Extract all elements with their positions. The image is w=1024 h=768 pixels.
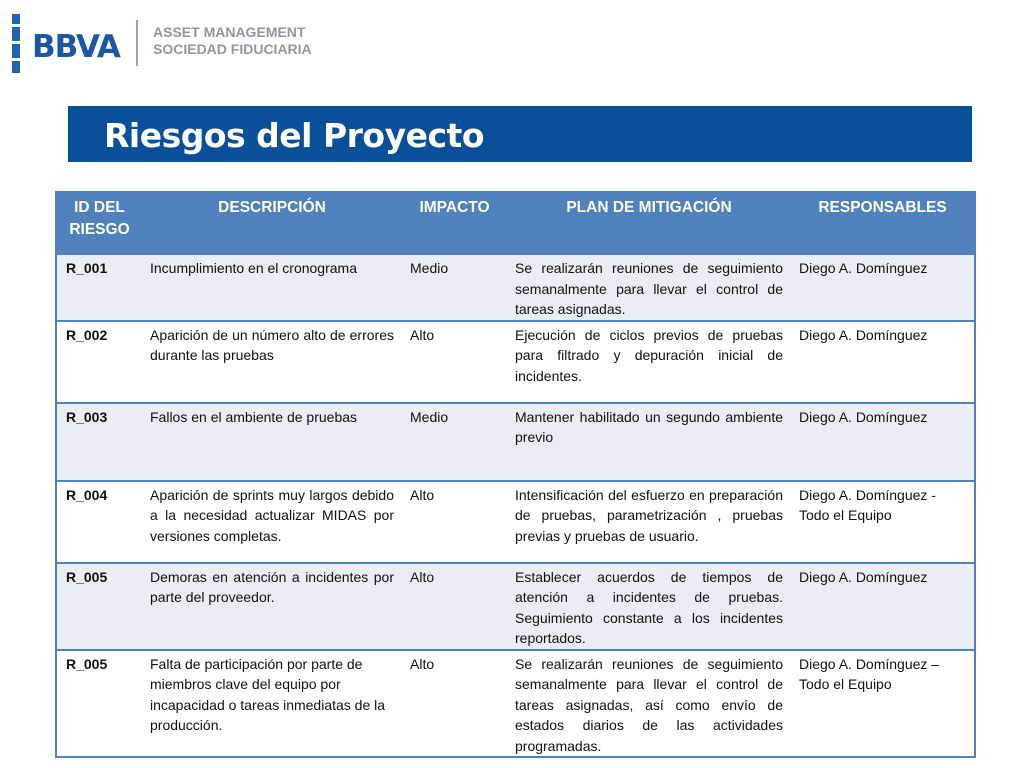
cell-id: R_001 [56, 254, 142, 321]
cell-plan: Se realizarán reuniones de seguimiento semanalmente para llevar el control de tareas asignadas, así como envío de estados diarios de las actividades programadas. [507, 650, 791, 758]
cell-plan: Intensificación del esfuerzo en preparación de pruebas, parametrización , pruebas previas y pruebas de usuario. [507, 481, 791, 563]
header-id: ID DEL RIESGO [56, 192, 142, 254]
cell-id: R_004 [56, 481, 142, 563]
cell-responsables: Diego A. Domínguez [791, 403, 975, 481]
cell-descripcion: Fallos en el ambiente de pruebas [142, 403, 402, 481]
cell-descripcion: Incumplimiento en el cronograma [142, 254, 402, 321]
cell-responsables: Diego A. Domínguez [791, 563, 975, 650]
cell-impacto: Alto [402, 481, 507, 563]
cell-impacto: Alto [402, 650, 507, 758]
page-title: Riesgos del Proyecto [104, 116, 485, 155]
table-row [56, 321, 975, 403]
table-row [56, 563, 975, 650]
cell-responsables: Diego A. Domínguez [791, 254, 975, 321]
logo-brand: BBVA [32, 29, 120, 65]
table-row [56, 403, 975, 481]
cell-descripcion: Aparición de sprints muy largos debido a la necesidad actualizar MIDAS por versiones completas. [142, 481, 402, 563]
cell-impacto: Alto [402, 563, 507, 650]
table-header-row [56, 192, 975, 254]
header-descripcion: DESCRIPCIÓN [142, 192, 402, 254]
cell-descripcion: Demoras en atención a incidentes por parte del proveedor. [142, 563, 402, 650]
cell-responsables: Diego A. Domínguez - Todo el Equipo [791, 481, 975, 563]
cell-impacto: Alto [402, 321, 507, 403]
title-banner [68, 106, 972, 162]
cell-plan: Ejecución de ciclos previos de pruebas para filtrado y depuración inicial de incidentes. [507, 321, 791, 403]
logo-subtitle-line1: ASSET MANAGEMENT [153, 24, 306, 40]
cell-responsables: Diego A. Domínguez [791, 321, 975, 403]
logo-subtitle [153, 24, 312, 58]
cell-impacto: Medio [402, 254, 507, 321]
cell-responsables: Diego A. Domínguez – Todo el Equipo [791, 650, 975, 758]
risks-table [55, 191, 976, 758]
cell-id: R_002 [56, 321, 142, 403]
table-row [56, 254, 975, 321]
cell-descripcion: Falta de participación por parte de miembros clave del equipo por incapacidad o tareas inmediatas de la producción. [142, 650, 402, 758]
cell-id: R_003 [56, 403, 142, 481]
cell-plan: Establecer acuerdos de tiempos de atención a incidentes de pruebas. Seguimiento constante a los incidentes reportados. [507, 563, 791, 650]
header-plan: PLAN DE MITIGACIÓN [507, 192, 791, 254]
table-row [56, 481, 975, 563]
logo-divider [136, 20, 138, 66]
logo-subtitle-line2: SOCIEDAD FIDUCIARIA [153, 41, 312, 57]
header-responsables: RESPONSABLES [791, 192, 975, 254]
header-impacto: IMPACTO [402, 192, 507, 254]
cell-id: R_005 [56, 650, 142, 758]
cell-id: R_005 [56, 563, 142, 650]
cell-plan: Mantener habilitado un segundo ambiente previo [507, 403, 791, 481]
cell-impacto: Medio [402, 403, 507, 481]
logo-mark-icon [12, 14, 20, 73]
cell-descripcion: Aparición de un número alto de errores durante las pruebas [142, 321, 402, 403]
table-row [56, 650, 975, 758]
cell-plan: Se realizarán reuniones de seguimiento semanalmente para llevar el control de tareas asignadas. [507, 254, 791, 321]
